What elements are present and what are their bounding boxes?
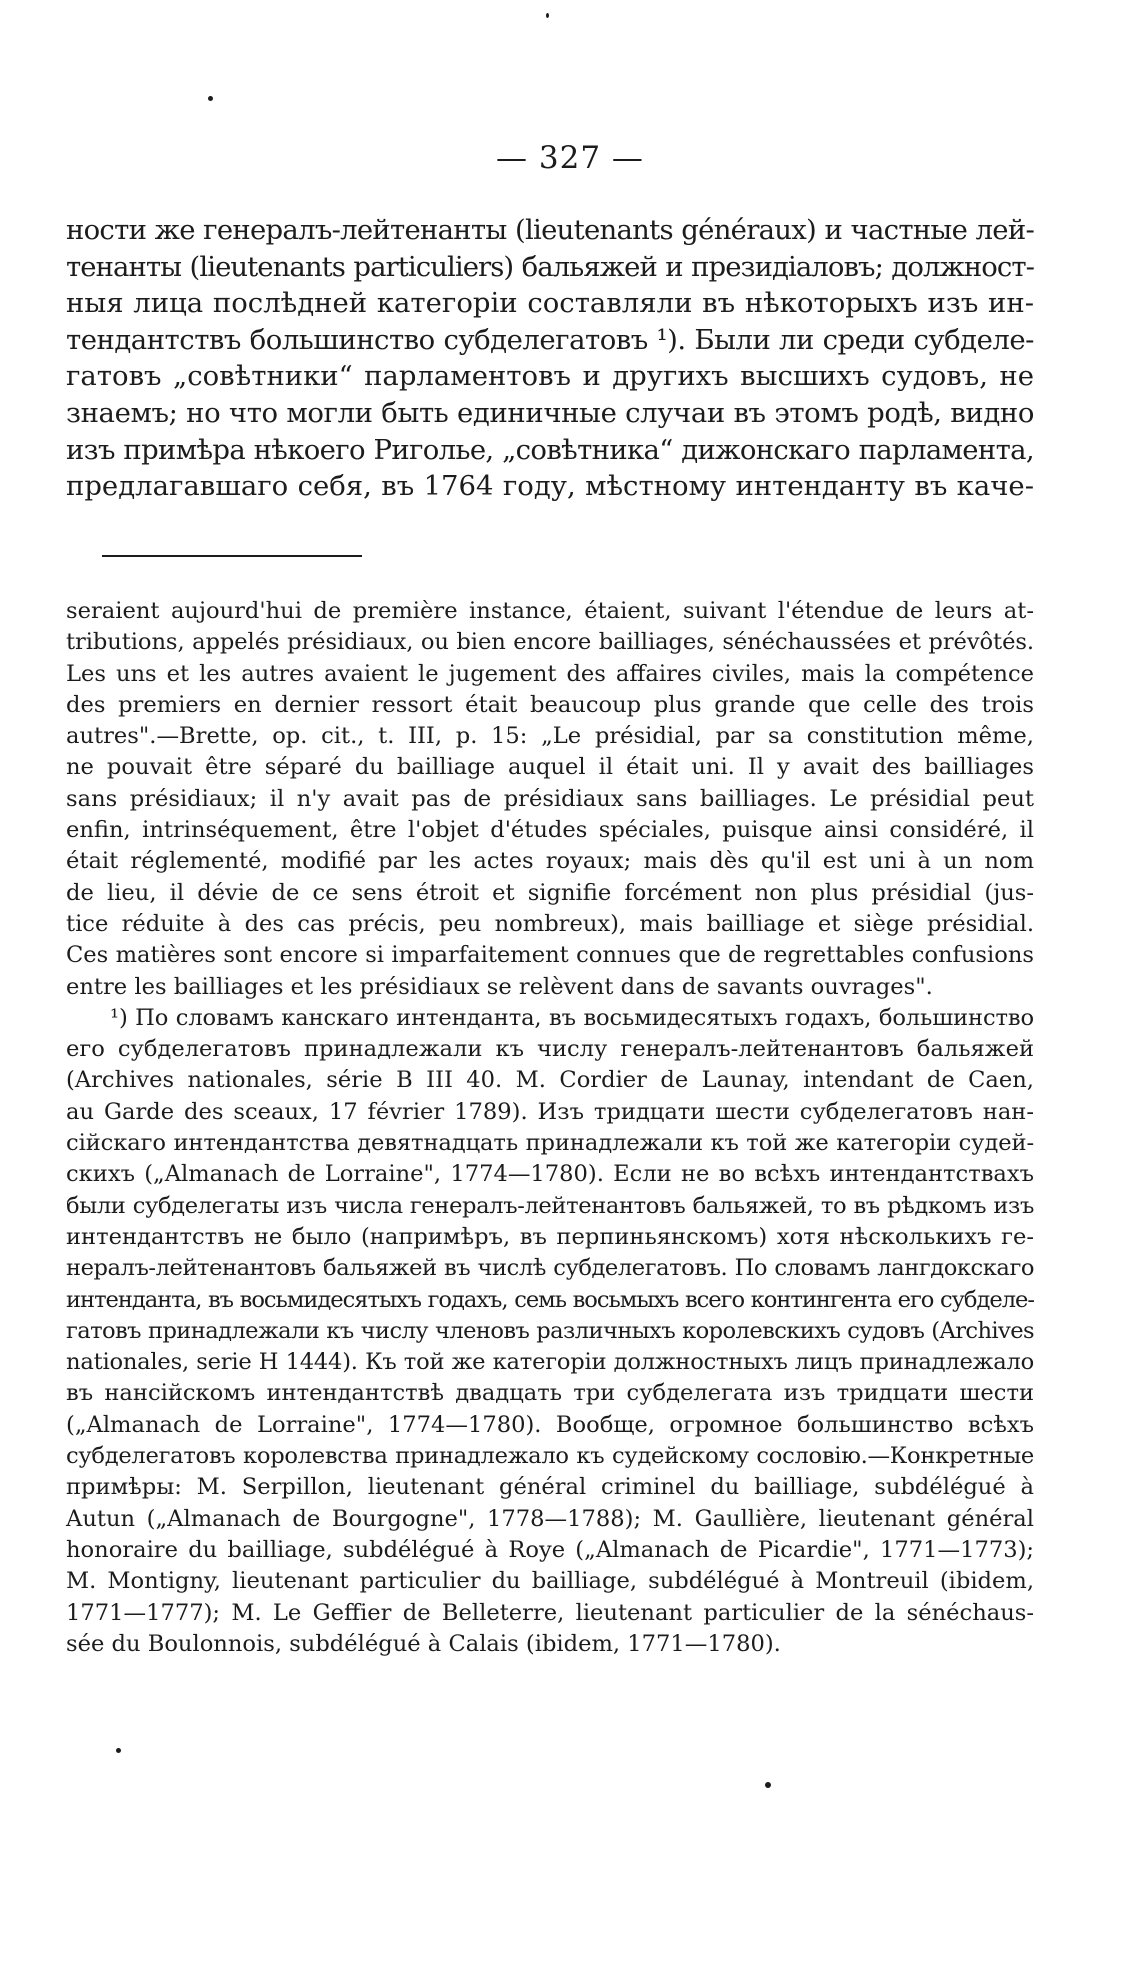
- footnote-line: Les uns et les autres avaient le jugement des affaires civiles, mais la compétence: [66, 660, 1034, 687]
- footnote-line: были субделегаты изъ числа генералъ-лейтенантовъ бальяжей, то въ рѣдкомъ изъ: [66, 1192, 1034, 1219]
- footnote-line: гатовъ принадлежали къ числу членовъ различныхъ королевскихъ судовъ (Archives: [66, 1317, 1034, 1344]
- print-speck: [546, 13, 549, 18]
- footnote-line: интенданта, въ восьмидесятыхъ годахъ, семь восьмыхъ всего контингента его субделе-: [66, 1286, 1034, 1313]
- footnote-line: нералъ-лейтенантовъ бальяжей въ числѣ субделегатовъ. По словамъ лангдокскаго: [66, 1255, 1034, 1282]
- footnote-line: ¹) По словамъ канскаго интенданта, въ восьмидесятыхъ годахъ, большинство: [110, 1004, 1034, 1031]
- text-line: знаемъ; но что могли быть единичные случаи въ этомъ родѣ, видно: [66, 396, 1034, 429]
- footnote-line: entre les bailliages et les présidiaux se relèvent dans de savants ouvrages".: [66, 973, 933, 1000]
- footnote-continuation: [66, 596, 1034, 1003]
- footnote-line: nationales, serie H 1444). Къ той же категоріи должностныхъ лицъ принадлежало: [66, 1349, 1034, 1376]
- text-line: тенанты (lieutenants particuliers) бальяжей и президіаловъ; должност-: [66, 250, 1034, 283]
- footnote-separator: [102, 555, 362, 557]
- footnote-line: („Almanach de Lorraine", 1774—1780). Вообще, огромное большинство всѣхъ: [66, 1411, 1034, 1438]
- footnote-line: въ нансійскомъ интендантствѣ двадцать три субделегата изъ тридцати шести: [66, 1380, 1034, 1407]
- footnote-line: ne pouvait être séparé du bailliage auquel il était uni. Il y avait des bailliages: [66, 754, 1034, 781]
- footnote-line: honoraire du bailliage, subdélégué à Roye („Almanach de Picardie", 1771—1773);: [66, 1536, 1034, 1563]
- text-line: изъ примѣра нѣкоего Риголье, „совѣтника“ дижонскаго парламента,: [66, 433, 1034, 466]
- footnote-line: au Garde des sceaux, 17 février 1789). Изъ тридцати шести субделегатовъ нан-: [66, 1098, 1034, 1125]
- print-speck: [208, 96, 213, 101]
- footnote-line: Ces matières sont encore si imparfaitement connues que de regrettables confusions: [66, 942, 1034, 969]
- print-speck: [765, 1782, 771, 1788]
- footnote-line: Autun („Almanach de Bourgogne", 1778—1788); M. Gaullière, lieutenant général: [66, 1505, 1034, 1532]
- footnote-line: скихъ („Almanach de Lorraine", 1774—1780). Если не во всѣхъ интендантствахъ: [66, 1161, 1034, 1188]
- footnote-line: его субделегатовъ принадлежали къ числу генералъ-лейтенантовъ бальяжей: [66, 1036, 1034, 1063]
- footnote-line: de lieu, il dévie de ce sens étroit et signifie forcément non plus présidial (jus-: [66, 879, 1034, 906]
- text-line: ныя лица послѣдней категоріи составляли въ нѣкоторыхъ изъ ин-: [66, 287, 1034, 320]
- page-number: — 327 —: [496, 140, 644, 176]
- footnote-line: 1771—1777); M. Le Geffier de Belleterre, lieutenant particulier de la sénéchaus-: [66, 1599, 1034, 1626]
- footnote-line: seraient aujourd'hui de première instance, étaient, suivant l'étendue de leurs at-: [66, 598, 1034, 624]
- footnote-line: des premiers en dernier ressort était beaucoup plus grande que celle des trois: [66, 691, 1034, 718]
- main-text: [66, 212, 1034, 505]
- text-line: гатовъ „совѣтники“ парламентовъ и другихъ высшихъ судовъ, не: [66, 360, 1034, 393]
- footnote-line: (Archives nationales, série B III 40. M. Cordier de Launay, intendant de Caen,: [66, 1067, 1034, 1094]
- footnote-line: enfin, intrinséquement, être l'objet d'études spéciales, puisque ainsi considéré, il: [66, 817, 1034, 844]
- text-line: ности же генералъ-лейтенанты (lieutenants généraux) и частные лей-: [66, 214, 1034, 246]
- footnote-line: сійскаго интендантства девятнадцать принадлежали къ той же категоріи судей-: [66, 1130, 1034, 1157]
- footnote-1: [66, 1003, 1034, 1660]
- footnote-line: était réglementé, modifié par les actes royaux; mais dès qu'il est uni à un nom: [66, 848, 1034, 875]
- footnote-line: tributions, appelés présidiaux, ou bien encore bailliages, sénéchaussées et prévôtés.: [66, 629, 1034, 656]
- text-line: предлагавшаго себя, въ 1764 году, мѣстному интенданту въ каче-: [66, 470, 1034, 503]
- footnotes: [66, 596, 1034, 1660]
- footnote-line: sans présidiaux; il n'y avait pas de présidiaux sans bailliages. Le présidial peut: [66, 785, 1034, 812]
- print-speck: [116, 1748, 121, 1753]
- footnote-line: tice réduite à des cas précis, peu nombreux), mais bailliage et siège présidial.: [66, 910, 1034, 937]
- footnote-line: субделегатовъ королевства принадлежало къ судейскому сословію.—Конкретные: [66, 1443, 1034, 1470]
- text-line: тендантствъ большинство субделегатовъ ¹). Были ли среди субделе-: [66, 323, 1034, 356]
- footnote-line: M. Montigny, lieutenant particulier du bailliage, subdélégué à Montreuil (ibidem,: [66, 1568, 1034, 1595]
- footnote-line: autres".—Brette, op. cit., t. III, p. 15: „Le présidial, par sa constitution même,: [66, 723, 1034, 750]
- footnote-line: интендантствъ не было (напримѣръ, въ перпиньянскомъ) хотя нѣсколькихъ ге-: [66, 1223, 1034, 1250]
- footnote-line: примѣры: M. Serpillon, lieutenant général criminel du bailliage, subdélégué à: [66, 1474, 1034, 1501]
- footnote-line: sée du Boulonnois, subdélégué à Calais (ibidem, 1771—1780).: [66, 1630, 781, 1657]
